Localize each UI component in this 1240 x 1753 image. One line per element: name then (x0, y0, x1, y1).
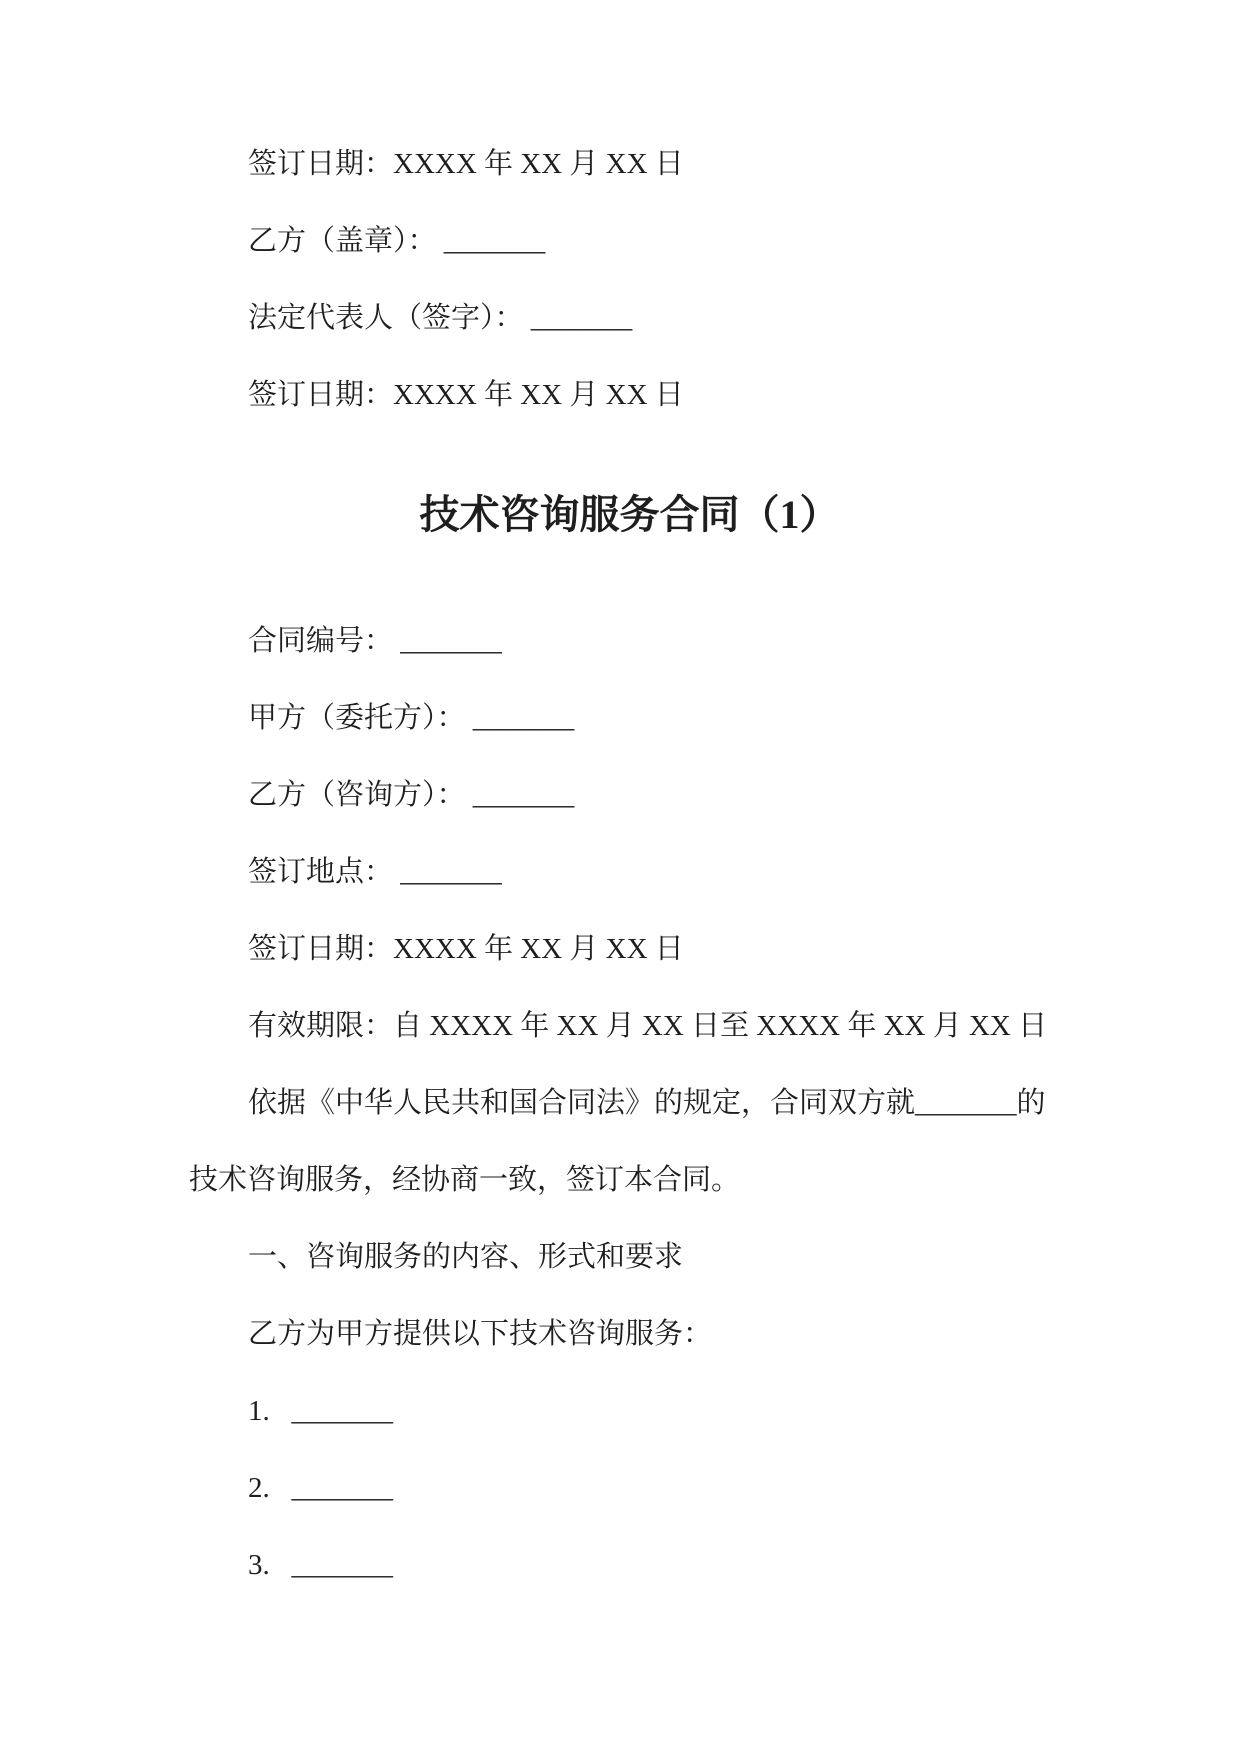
section-1-lead: 乙方为甲方提供以下技术咨询服务： (248, 1318, 713, 1350)
validity-period-line: 有效期限：自 XXXX 年 XX 月 XX 日至 XXXX 年 XX 月 XX 日 (248, 1010, 1048, 1042)
sign-date-line: 签订日期：XXXX 年 XX 月 XX 日 (248, 148, 684, 180)
list-item: 3. _______ (248, 1549, 393, 1581)
list-item: 2. _______ (248, 1472, 393, 1504)
party-a-line: 甲方（委托方）： _______ (248, 702, 575, 734)
intro-paragraph-line-1: 依据《中华人民共和国合同法》的规定，合同双方就_______的 (248, 1087, 1046, 1119)
section-1-heading: 一、咨询服务的内容、形式和要求 (248, 1241, 684, 1273)
party-b-line: 乙方（咨询方）： _______ (248, 779, 575, 811)
list-item: 1. _______ (248, 1395, 393, 1427)
legal-representative-signature-line: 法定代表人（签字）： _______ (248, 302, 633, 334)
sign-date-line: 签订日期：XXXX 年 XX 月 XX 日 (248, 933, 684, 965)
party-b-seal-line: 乙方（盖章）： _______ (248, 225, 546, 257)
sign-date-line: 签订日期：XXXX 年 XX 月 XX 日 (248, 379, 684, 411)
document-body (189, 126, 1070, 1604)
contract-number-line: 合同编号： _______ (248, 625, 502, 657)
intro-paragraph-line-2: 技术咨询服务，经协商一致，签订本合同。 (189, 1164, 741, 1196)
document-title: 技术咨询服务合同（1） (419, 492, 840, 537)
sign-place-line: 签订地点： _______ (248, 856, 502, 888)
